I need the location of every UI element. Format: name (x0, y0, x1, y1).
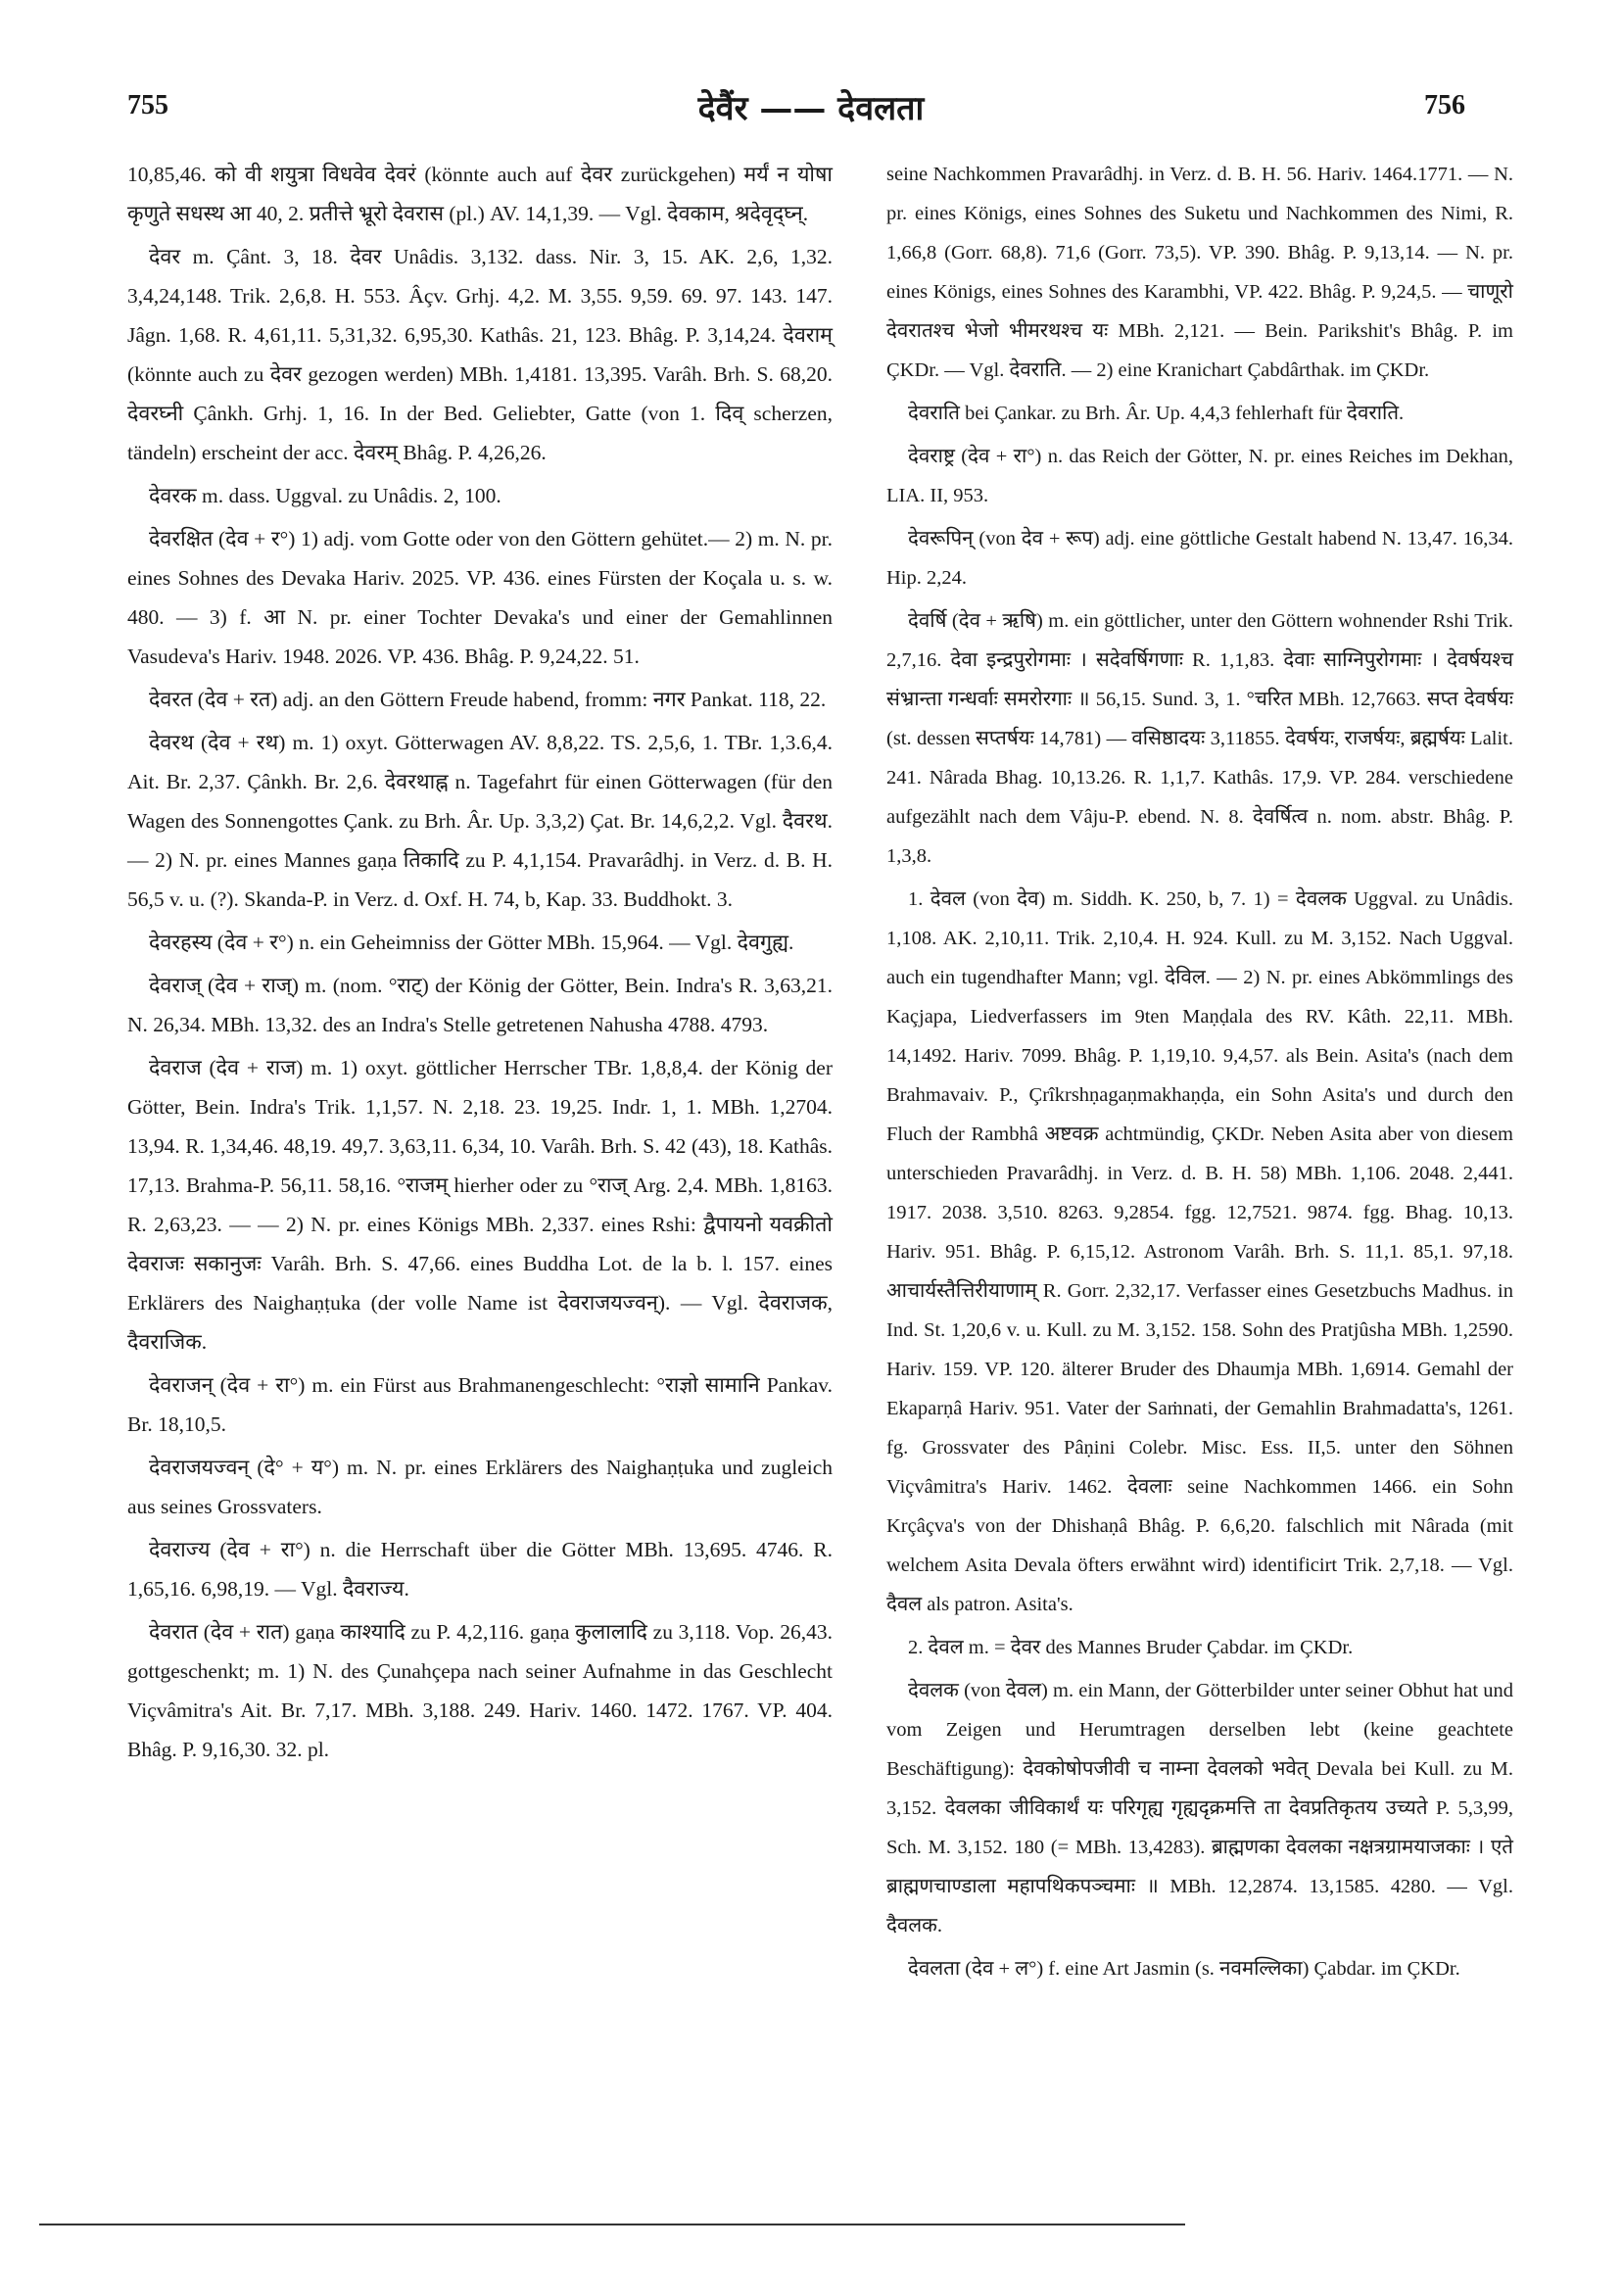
left-column (127, 155, 833, 1773)
page-header-title: देवैंर —— देवलता (697, 89, 925, 128)
dictionary-entry: देवरक्षित (देव + र°) 1) adj. vom Gotte oder von den Göttern gehütet.— 2) m. N. pr. eines Sohnes des Devaka Hariv. 2025. VP. 436. eines Fürsten der Koçala u. s. w. 480. — 3) f. आ N. pr. einer Tochter Devaka's und einer der Gemahlinnen Vasudeva's Hariv. 1948. 2026. VP. 436. Bhâg. P. 9,24,22. 51. (127, 527, 833, 668)
dictionary-entry: देवराजन् (देव + रा°) m. ein Fürst aus Brahmanengeschlecht: °राज्ञो सामानि Pankav. Br. 18,10,5. (127, 1373, 833, 1436)
dictionary-entry: देवराजयज्वन् (दे° + य°) m. N. pr. eines Erklärers des Naighaṇṭuka und zugleich aus seines Grossvaters. (127, 1456, 833, 1518)
dictionary-entry: देवर्षि (देव + ऋषि) m. ein göttlicher, unter den Göttern wohnender Rshi Trik. 2,7,16. देवा इन्द्रपुरोगमाः । सदेवर्षिगणाः R. 1,1,83. देवाः साग्निपुरोगमाः । देवर्षयश्च संभ्रान्ता गन्धर्वाः समरोरगाः ॥ 56,15. Sund. 3, 1. °चरित MBh. 12,7663. सप्त देवर्षयः (st. dessen सप्तर्षयः 14,781) — वसिष्ठादयः 3,11855. देवर्षयः, राजर्षयः, ब्रह्मर्षयः Lalit. 241. Nârada Bhag. 10,13.26. R. 1,1,7. Kathâs. 17,9. VP. 284. verschiedene aufgezählt nach dem Vâju-P. ebend. N. 8. देवर्षित्व n. nom. abstr. Bhâg. P. 1,3,8. (886, 610, 1513, 867)
dictionary-entry: देवराज् (देव + राज्) m. (nom. °राट्) der König der Götter, Bein. Indra's R. 3,63,21. N. 26,34. MBh. 13,32. des an Indra's Stelle getretenen Nahusha 4788. 4793. (127, 974, 833, 1036)
dictionary-entry: देवर m. Çânt. 3, 18. देवर Unâdis. 3,132. dass. Nir. 3, 15. AK. 2,6, 1,32. 3,4,24,148. Trik. 2,6,8. H. 553. Âçv. Grhj. 4,2. M. 3,55. 9,59. 69. 97. 143. 147. Jâgn. 1,68. R. 4,61,11. 5,31,32. 6,95,30. Kathâs. 21, 123. Bhâg. P. 3,14,24. देवराम् (könnte auch zu देवर gezogen werden) MBh. 1,4181. 13,395. Varâh. Brh. S. 68,20. देवरघ्नी Çânkh. Grhj. 1, 16. In der Bed. Geliebter, Gatte (von 1. दिव् scherzen, tändeln) erscheint der acc. देवरम् Bhâg. P. 4,26,26. (127, 245, 833, 464)
dictionary-entry: देवरथ (देव + रथ) m. 1) oxyt. Götterwagen AV. 8,8,22. TS. 2,5,6, 1. TBr. 1,3.6,4. Ait. Br. 2,37. Çânkh. Br. 2,6. देवरथाह्न n. Tagefahrt für einen Götterwagen (für den Wagen des Sonnengottes Çank. zu Brh. Âr. Up. 3,3,2) Çat. Br. 14,6,2,2. Vgl. दैवरथ. — 2) N. pr. eines Mannes gaṇa तिकादि zu P. 4,1,154. Pravarâdhj. in Verz. d. B. H. 56,5 v. u. (?). Skanda-P. in Verz. d. Oxf. H. 74, b, Kap. 33. Buddhokt. 3. (127, 731, 833, 911)
footer-rule (39, 2224, 1185, 2225)
dictionary-entry: देवरहस्य (देव + र°) n. ein Geheimniss der Götter MBh. 15,964. — Vgl. देवगुह्य. (149, 931, 794, 954)
dictionary-entry: देवरूपिन् (von देव + रूप) adj. eine göttliche Gestalt habend N. 13,47. 16,34. Hip. 2,24. (886, 528, 1513, 589)
page-number-left: 755 (127, 90, 168, 120)
dictionary-entry: 10,85,46. को वी शयुत्रा विधवेव देवरं (könnte auch auf देवर zurückgehen) मर्यं न योषा कृणुते सधस्थ आ 40, 2. प्रतीत्ते भ्रूरो देवरास (pl.) AV. 14,1,39. — Vgl. देवकाम, श्रदेवृद्घ्न्. (127, 163, 833, 225)
dictionary-entry: देवराज (देव + राज) m. 1) oxyt. göttlicher Herrscher TBr. 1,8,8,4. der König der Götter, Bein. Indra's Trik. 1,1,57. N. 2,18. 23. 19,25. Indr. 1, 1. MBh. 1,2704. 13,94. R. 1,34,46. 48,19. 49,7. 3,63,11. 6,34, 10. Varâh. Brh. S. 42 (43), 18. Kathâs. 17,13. Brahma-P. 56,11. 58,16. °राजम् hierher oder zu °राज् Arg. 2,4. MBh. 1,8163. R. 2,63,23. — — 2) N. pr. eines Königs MBh. 2,337. eines Rshi: द्वैपायनो यवक्रीतो देवराजः सकानुजः Varâh. Brh. S. 47,66. eines Buddha Lot. de la b. l. 157. eines Erklärers des Naighaṇṭuka (der volle Name ist देवराजयज्वन्). — Vgl. देवराजक, दैवराजिक. (127, 1056, 833, 1354)
dictionary-entry: देवराति bei Çankar. zu Brh. Âr. Up. 4,4,3 fehlerhaft für देवराति. (908, 403, 1405, 424)
dictionary-entry: 2. देवल m. = देवर des Mannes Bruder Çabdar. im ÇKDr. (908, 1637, 1354, 1658)
dictionary-entry: 1. देवल (von देव) m. Siddh. K. 250, b, 7. 1) = देवलक Uggval. zu Unâdis. 1,108. AK. 2,10,11. Trik. 2,10,4. H. 924. Kull. zu M. 3,152. Nach Uggval. auch ein tugendhafter Mann; vgl. देविल. — 2) N. pr. eines Abkömmlings des Kaçjapa, Liedverfassers im 9ten Maṇḍala des RV. Kâth. 22,11. MBh. 14,1492. Hariv. 7099. Bhâg. P. 1,19,10. 9,4,57. als Bein. Asita's (nach dem Brahmavaiv. P., Çrîkrshṇagaṇmakhaṇḍa, ein Sohn Asita's und durch den Fluch der Rambhâ अष्टवक्र achtmündig, ÇKDr. Neben Asita aber von diesem unterschieden Pravarâdhj. in Verz. d. B. H. 58) MBh. 1,106. 2048. 2,441. 1917. 2038. 3,510. 8263. 9,2854. fgg. 12,7521. 9874. fgg. Bhag. 10,13. Hariv. 951. Bhâg. P. 6,15,12. Astronom Varâh. Brh. S. 11,1. 85,1. 97,18. आचार्यस्तैत्तिरीयाणाम् R. Gorr. 2,32,17. Verfasser eines Gesetzbuchs Madhus. in Ind. St. 1,20,6 v. u. Kull. zu M. 3,152. 158. Sohn des Pratjûsha MBh. 1,2590. Hariv. 159. VP. 120. älterer Bruder des Dhaumja MBh. 1,6914. Gemahl der Ekaparṇâ Hariv. 951. Vater der Saṁnati, der Gemahlin Brahmadatta's, 1261. fg. Grossvater des Pâṇini Colebr. Misc. Ess. II,5. unter den Söhnen Viçvâmitra's Hariv. 1462. देवलाः seine Nachkommen 1466. ein Sohn Krçâçva's von der Dhishaṇâ Bhâg. P. 6,6,20. falschlich mit Nârada (mit welchem Asita Devala öfters erwähnt wird) identificirt Trik. 2,7,18. — Vgl. दैवल als patron. Asita's. (886, 888, 1513, 1615)
dictionary-entry: देवरत (देव + रत) adj. an den Göttern Freude habend, fromm: नगर Pankat. 118, 22. (149, 688, 827, 711)
dictionary-entry: देवलक (von देवल) m. ein Mann, der Götterbilder unter seiner Obhut hat und vom Zeigen und Herumtragen derselben lebt (keine geachtete Beschäftigung): देवकोषोपजीवी च नाम्ना देवलको भवेत् Devala bei Kull. zu M. 3,152. देवलका जीविकार्थं यः परिगृह्य गृह्यदृक्रमत्ति ता देवप्रतिकृतय उच्यते P. 5,3,99, Sch. M. 3,152. 180 (= MBh. 13,4283). ब्राह्मणका देवलका नक्षत्रग्रामयाजकाः । एते ब्राह्मणचाण्डाला महापथिकपञ्चमाः ॥ MBh. 12,2874. 13,1585. 4280. — Vgl. दैवलक. (886, 1680, 1513, 1937)
dictionary-entry: देवरात (देव + रात) gaṇa काश्यादि zu P. 4,2,116. gaṇa कुलालादि zu 3,118. Vop. 26,43. gottgeschenkt; m. 1) N. des Çunahçepa nach seiner Aufnahme in das Geschlecht Viçvâmitra's Ait. Br. 7,17. MBh. 3,188. 249. Hariv. 1460. 1472. 1767. VP. 404. Bhâg. P. 9,16,30. 32. pl. (127, 1620, 833, 1761)
page-number-right: 756 (1424, 90, 1465, 120)
dictionary-entry: देवलता (देव + ल°) f. eine Art Jasmin (s. नवमल्लिका) Çabdar. im ÇKDr. (908, 1958, 1460, 1980)
dictionary-entry: देवराष्ट्र (देव + रा°) n. das Reich der Götter, N. pr. eines Reiches im Dekhan, LIA. II, 953. (886, 446, 1513, 506)
dictionary-entry: देवराज्य (देव + रा°) n. die Herrschaft über die Götter MBh. 13,695. 4746. R. 1,65,16. 6,98,19. — Vgl. दैवराज्य. (127, 1538, 833, 1601)
dictionary-entry: देवरक m. dass. Uggval. zu Unâdis. 2, 100. (149, 484, 501, 507)
dictionary-entry: seine Nachkommen Pravarâdhj. in Verz. d. B. H. 56. Hariv. 1464.1771. — N. pr. eines Königs, eines Sohnes des Suketu und Nachkommen des Nimi, R. 1,66,8 (Gorr. 68,8). 71,6 (Gorr. 73,5). VP. 390. Bhâg. P. 9,13,14. — N. pr. eines Königs, eines Sohnes des Karambhi, VP. 422. Bhâg. P. 9,24,5. — चाणूरो देवरातश्च भेजो भीमरथश्च यः MBh. 2,121. — Bein. Parikshit's Bhâg. P. im ÇKDr. — Vgl. देवराति. — 2) eine Kranichart Çabdârthak. im ÇKDr. (886, 164, 1513, 381)
right-column (886, 155, 1513, 1992)
